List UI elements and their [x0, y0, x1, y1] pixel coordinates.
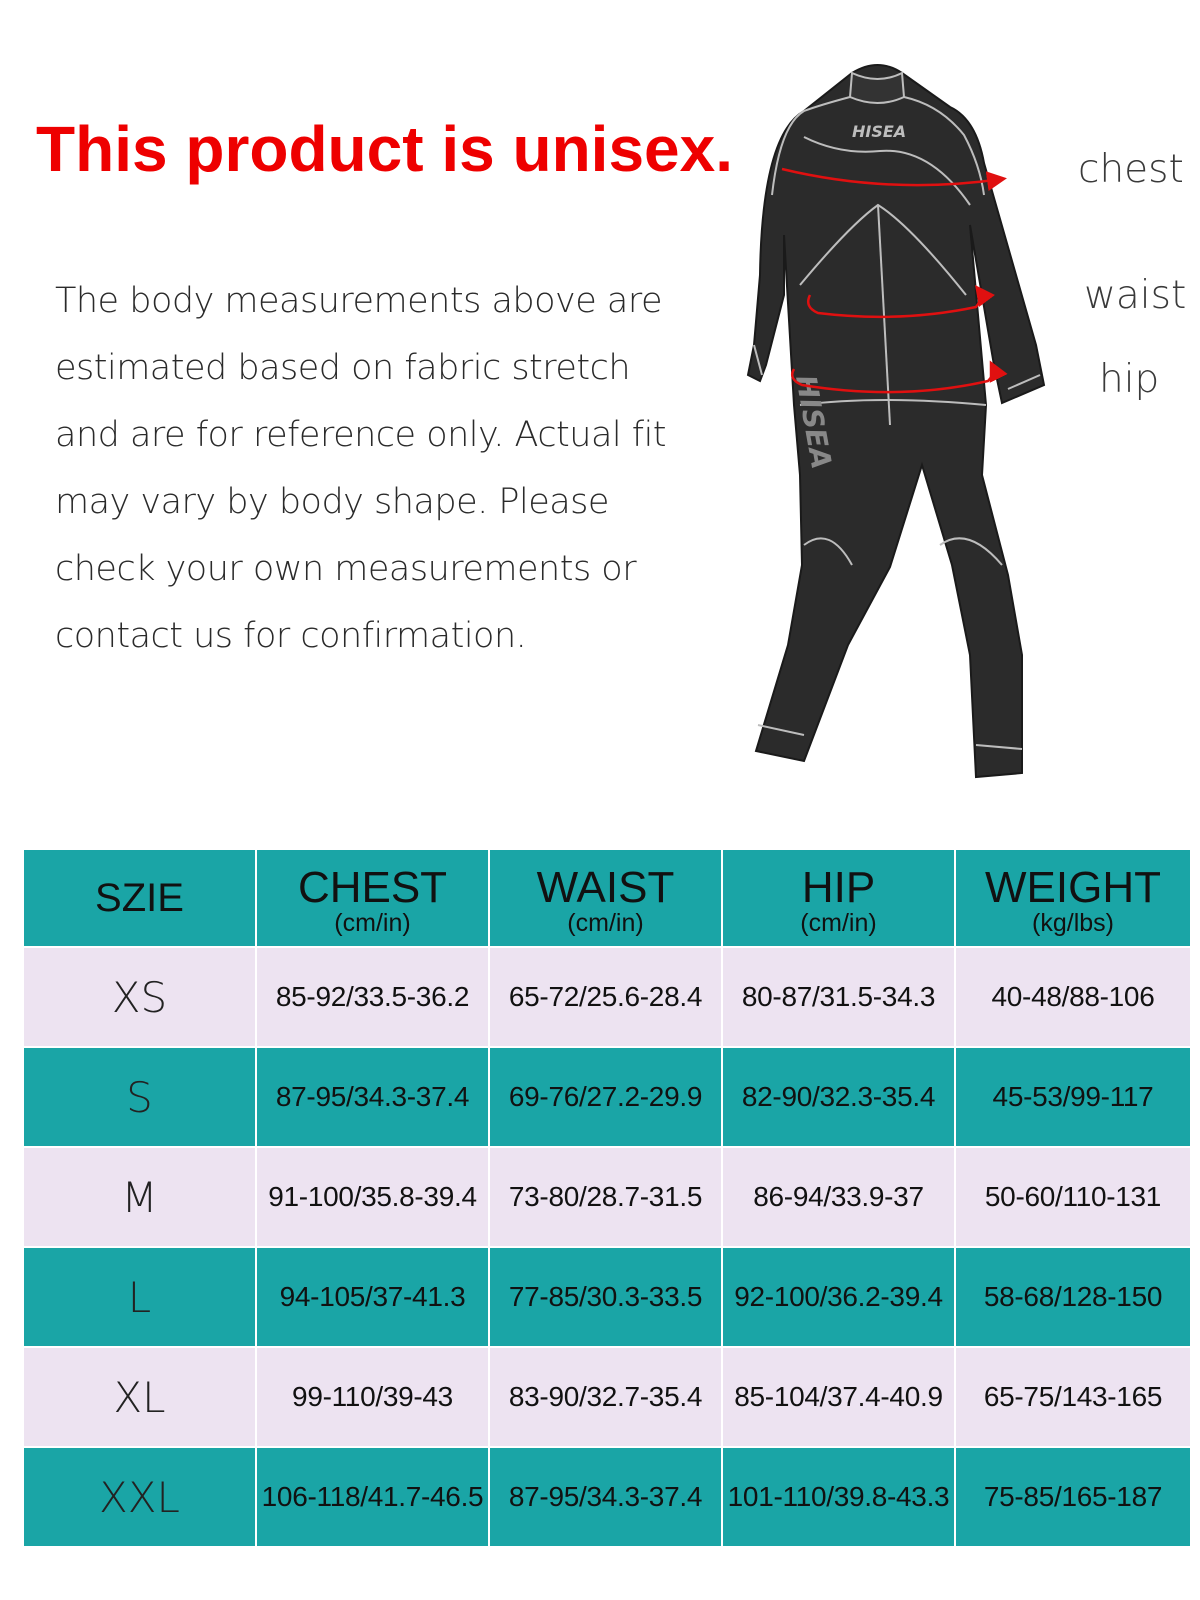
chest-cell: 87-95/34.3-37.4: [256, 1047, 489, 1147]
chest-label: chest: [1078, 147, 1184, 192]
hip-cell: 86-94/33.9-37: [722, 1147, 955, 1247]
waist-cell: 87-95/34.3-37.4: [489, 1447, 722, 1547]
waist-cell: 65-72/25.6-28.4: [489, 947, 722, 1047]
chest-cell: 91-100/35.8-39.4: [256, 1147, 489, 1247]
table-row: [23, 1047, 1191, 1147]
weight-cell: 50-60/110-131: [955, 1147, 1191, 1247]
chest-cell: 99-110/39-43: [256, 1347, 489, 1447]
weight-cell: 75-85/165-187: [955, 1447, 1191, 1547]
leg-brand-logo: HISEA: [789, 372, 839, 472]
headline: This product is unisex.: [36, 113, 733, 185]
waist-label: waist: [1084, 273, 1187, 318]
size-cell: XL: [23, 1347, 256, 1447]
header-weight: WEIGHT (kg/lbs): [955, 849, 1191, 947]
chest-cell: 94-105/37-41.3: [256, 1247, 489, 1347]
header-size: SZIE: [23, 849, 256, 947]
hip-label: hip: [1099, 357, 1160, 402]
size-cell: M: [23, 1147, 256, 1247]
waist-cell: 77-85/30.3-33.5: [489, 1247, 722, 1347]
chest-cell: 106-118/41.7-46.5: [256, 1447, 489, 1547]
wetsuit-figure: [740, 45, 1200, 805]
waist-cell: 69-76/27.2-29.9: [489, 1047, 722, 1147]
chest-cell: 85-92/33.5-36.2: [256, 947, 489, 1047]
size-cell: XXL: [23, 1447, 256, 1547]
table-row: [23, 1347, 1191, 1447]
header-waist: WAIST (cm/in): [489, 849, 722, 947]
size-cell: S: [23, 1047, 256, 1147]
measurement-notice: The body measurements above are estimated based on fabric stretch and are for reference only. Actual fit may vary by body shape. Please check your own measurements or contact us for confirmation.: [55, 281, 667, 656]
table-row: [23, 947, 1191, 1047]
weight-cell: 58-68/128-150: [955, 1247, 1191, 1347]
size-cell: L: [23, 1247, 256, 1347]
table-row: [23, 1247, 1191, 1347]
size-chart-table: [22, 848, 1192, 1548]
table-row: [23, 1147, 1191, 1247]
hip-cell: 85-104/37.4-40.9: [722, 1347, 955, 1447]
table-header-row: [23, 849, 1191, 947]
hip-cell: 101-110/39.8-43.3: [722, 1447, 955, 1547]
chest-brand-logo: HISEA: [852, 122, 907, 141]
waist-cell: 83-90/32.7-35.4: [489, 1347, 722, 1447]
weight-cell: 65-75/143-165: [955, 1347, 1191, 1447]
table-row: [23, 1447, 1191, 1547]
size-cell: XS: [23, 947, 256, 1047]
waist-cell: 73-80/28.7-31.5: [489, 1147, 722, 1247]
header-chest: CHEST (cm/in): [256, 849, 489, 947]
hip-cell: 92-100/36.2-39.4: [722, 1247, 955, 1347]
header-hip: HIP (cm/in): [722, 849, 955, 947]
weight-cell: 45-53/99-117: [955, 1047, 1191, 1147]
hip-cell: 80-87/31.5-34.3: [722, 947, 955, 1047]
weight-cell: 40-48/88-106: [955, 947, 1191, 1047]
hip-cell: 82-90/32.3-35.4: [722, 1047, 955, 1147]
